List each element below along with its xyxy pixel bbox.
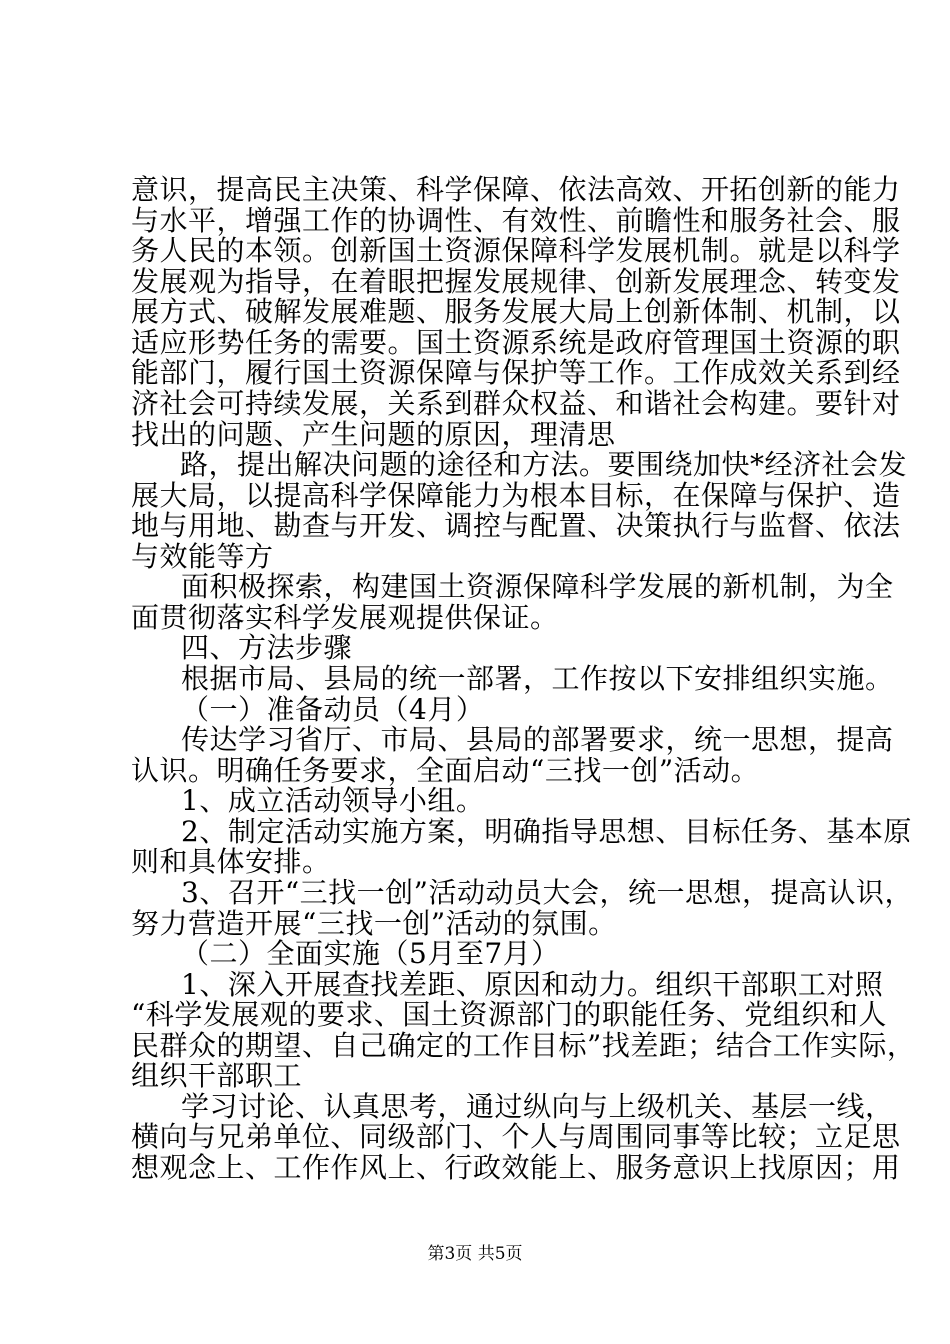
text-line: （二）全面实施（5月至7月） [181,937,560,971]
text-line: 与水平，增强工作的协调性、有效性、前瞻性和服务社会、服 [131,203,901,237]
text-line: （一）准备动员（4月） [181,692,485,726]
text-line: 想观念上、工作作风上、行政效能上、服务意识上找原因；用 [131,1151,901,1184]
text-line: 努力营造开展“三找一创”活动的氛围。 [131,906,617,940]
text-line: 根据市局、县局的统一部署，工作按以下安排组织实施。 [181,662,894,695]
text-line: 组织干部职工 [131,1059,303,1093]
text-line: 找出的问题、产生问题的原因，理清思 [131,417,616,451]
text-line: 地与用地、勘查与开发、调控与配置、决策执行与监督、依法 [131,509,901,543]
page-footer: 第3页 共5页 [427,1244,523,1264]
text-line: 济社会可持续发展，关系到群众权益、和谐社会构建。要针对 [131,386,901,420]
text-line: 1、成立活动领导小组。 [181,784,485,818]
text-line: 务人民的本领。创新国土资源保障科学发展机制。就是以科学 [131,234,901,268]
text-line: 面积极探索，构建国土资源保障科学发展的新机制，为全 [181,570,894,604]
text-line: 发展观为指导，在着眼把握发展规律、创新发展理念、转变发 [131,264,901,298]
text-line: 展大局，以提高科学保障能力为根本目标，在保障与保护、造 [131,478,901,512]
text-line: 传达学习省厅、市局、县局的部署要求，统一思想，提高 [181,723,894,757]
text-line: 展方式、破解发展难题、服务发展大局上创新体制、机制，以 [131,295,901,329]
text-line: 面贯彻落实科学发展观提供保证。 [131,600,559,634]
text-line: 能部门，履行国土资源保障与保护等工作。工作成效关系到经 [131,356,901,390]
text-line: 1、深入开展查找差距、原因和动力。组织干部职工对照 [181,967,884,1001]
text-line: 则和具体安排。 [131,845,331,879]
text-line: “科学发展观的要求、国土资源部门的职能任务、党组织和人 [131,998,887,1032]
text-line: 3、召开“三找一创”活动动员大会，统一思想，提高认识， [181,875,913,909]
text-line: 与效能等方 [131,539,274,573]
text-line: 四、方法步骤 [181,631,353,665]
text-line: 路，提出解决问题的途径和方法。要围绕加快*经济社会发 [180,448,908,482]
text-line: 横向与兄弟单位、同级部门、个人与周围同事等比较；立足思 [131,1120,901,1154]
text-line: 适应形势任务的需要。国土资源系统是政府管理国土资源的职 [131,325,901,359]
text-line: 2、制定活动实施方案，明确指导思想、目标任务、基本原 [181,814,912,848]
text-line: 意识，提高民主决策、科学保障、依法高效、开拓创新的能力 [131,173,901,206]
text-line: 学习讨论、认真思考，通过纵向与上级机关、基层一线， [181,1089,894,1123]
text-line: 认识。明确任务要求，全面启动“三找一创”活动。 [131,753,760,787]
text-line: 民群众的期望、自己确定的工作目标”找差距；结合工作实际， [131,1028,916,1062]
